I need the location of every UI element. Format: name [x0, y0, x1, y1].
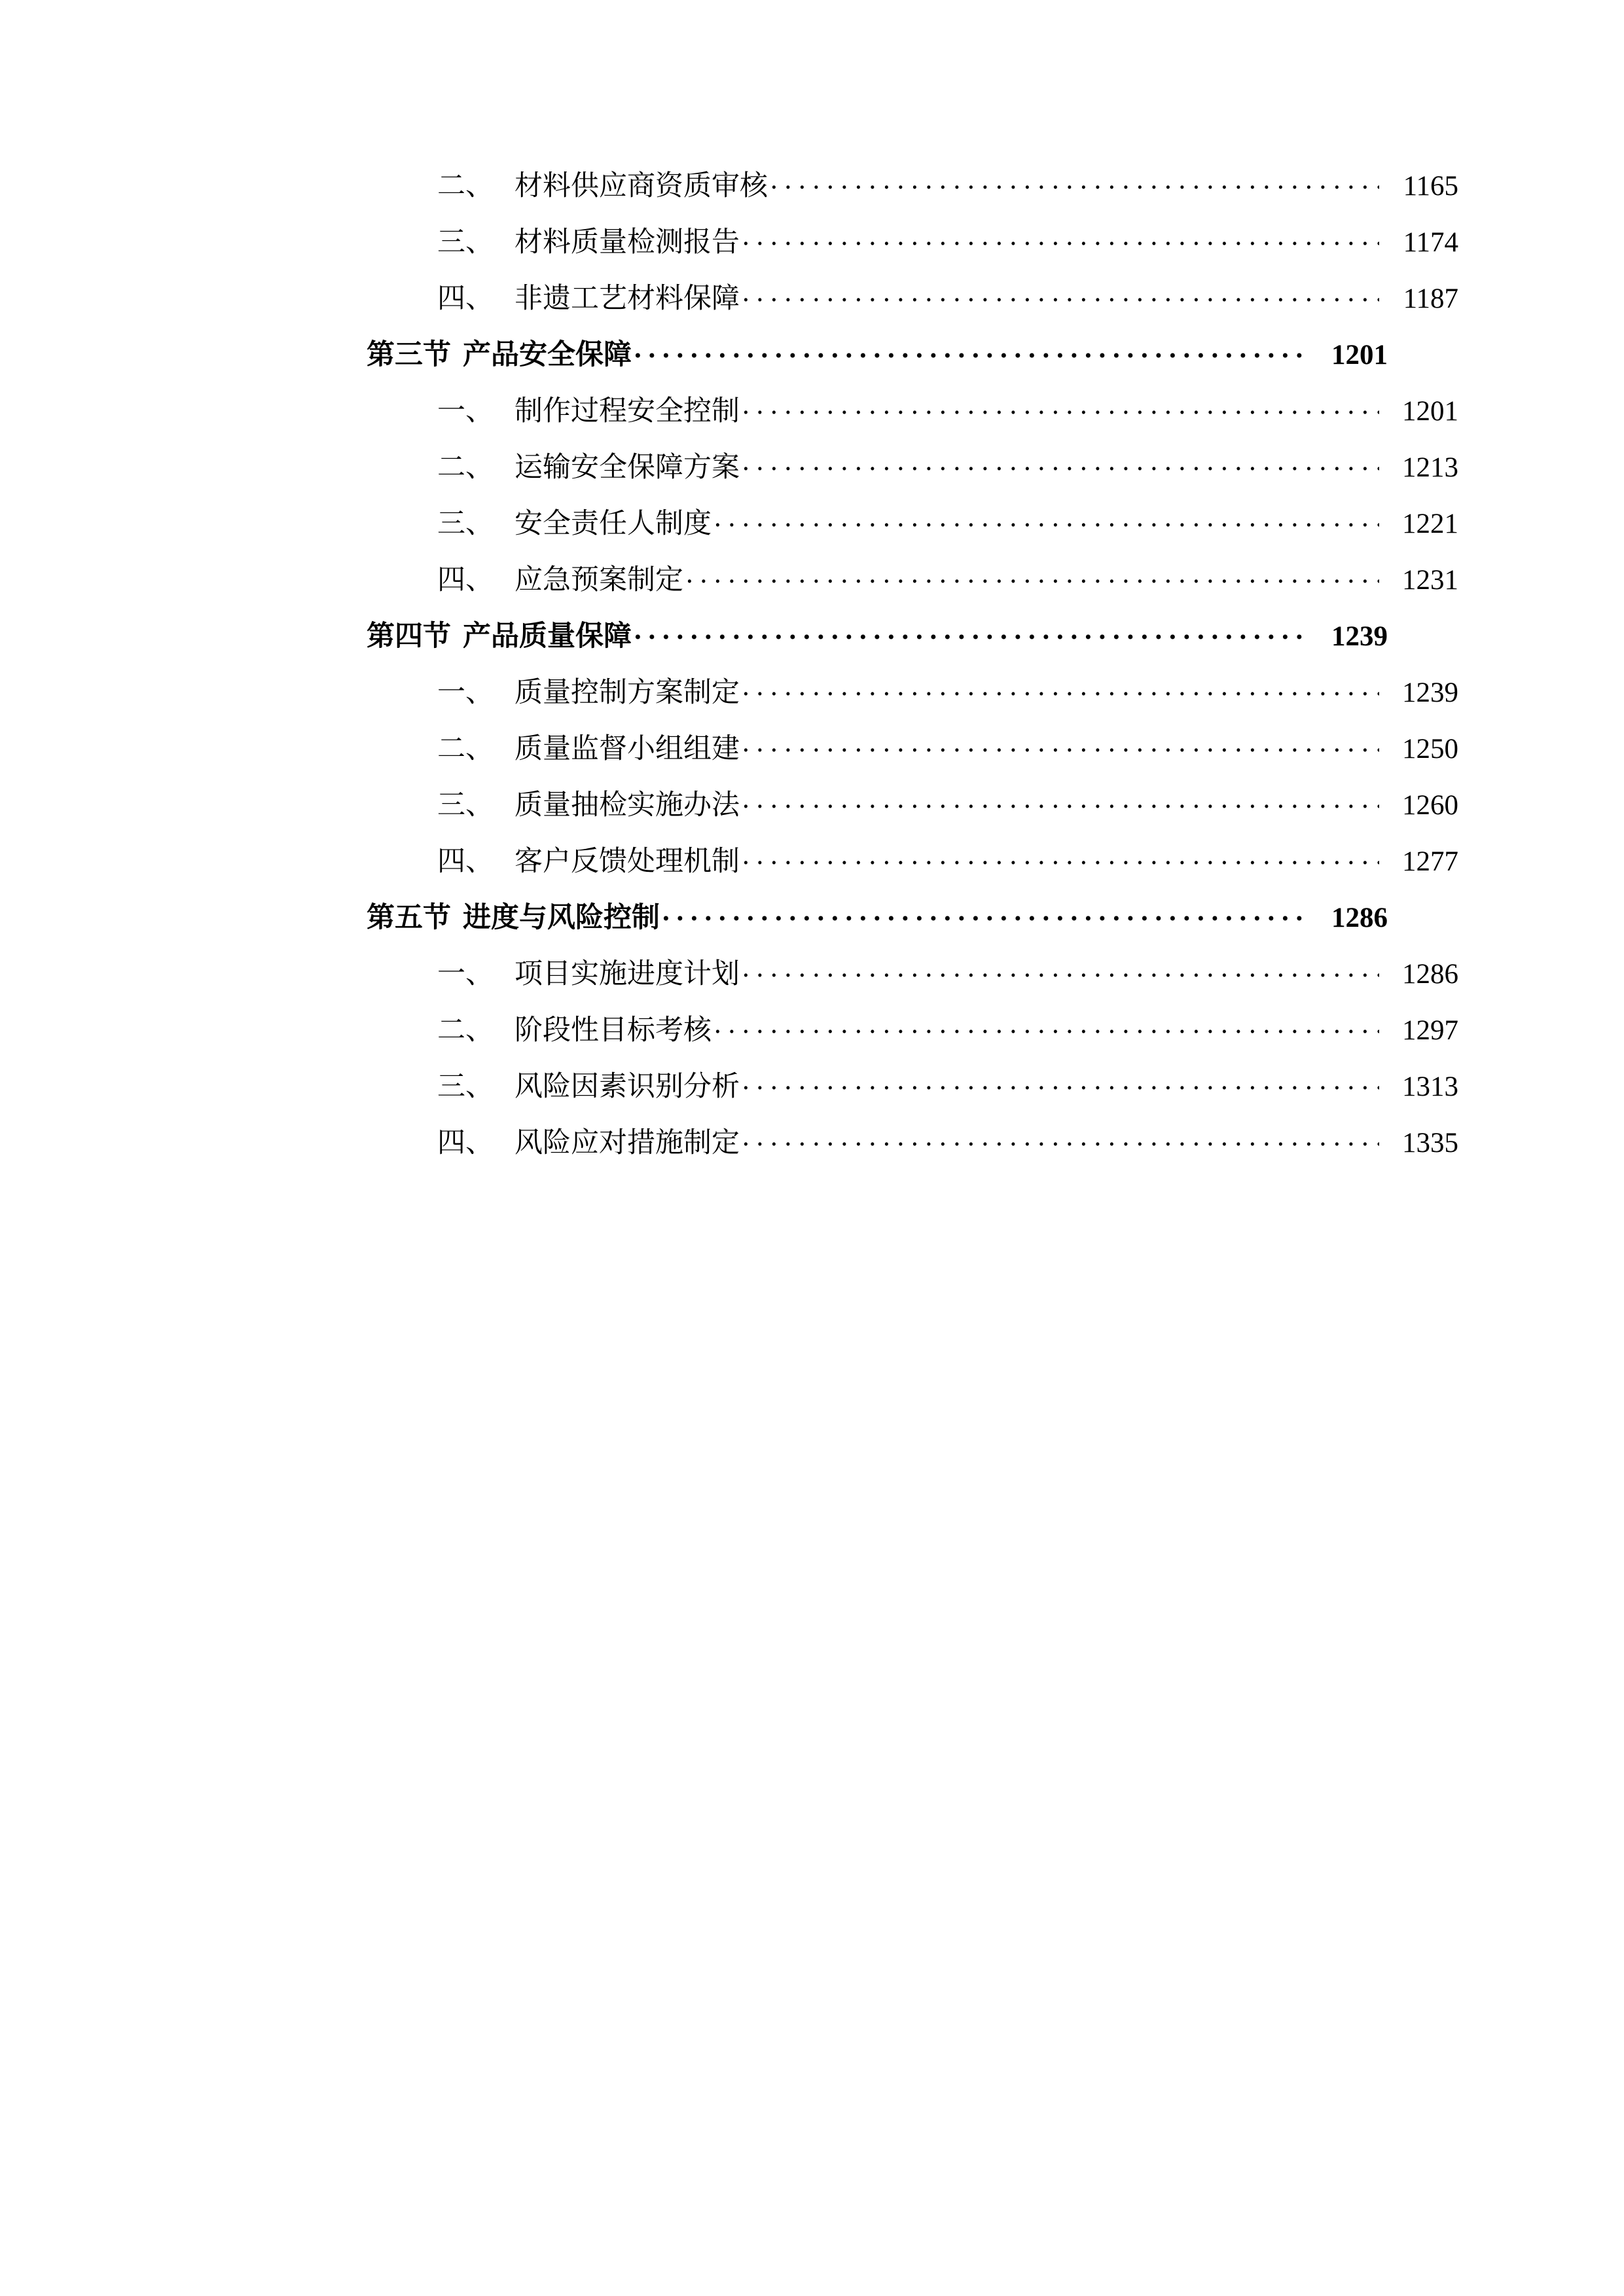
toc-leader-dots [662, 899, 1308, 927]
toc-entry-label: 制作过程安全控制 [514, 396, 740, 427]
toc-entry-number: 第五节 [367, 903, 451, 933]
toc-entry-page-number: 1313 [1402, 1071, 1458, 1102]
toc-entry-number: 三、 [437, 509, 494, 539]
toc-entry-number: 四、 [437, 846, 494, 877]
toc-entry[interactable] [367, 786, 1458, 819]
toc-leader-dots [742, 1124, 1379, 1152]
toc-entry-label: 产品安全保障 [463, 340, 632, 370]
toc-entry-page-number: 1335 [1402, 1128, 1458, 1158]
toc-entry-number: 第三节 [367, 340, 451, 370]
toc-entry-label: 进度与风险控制 [463, 903, 660, 933]
toc-entry[interactable] [367, 1067, 1458, 1101]
toc-entry-label: 产品质量保障 [463, 621, 632, 652]
toc-leader-dots [742, 730, 1379, 758]
toc-entry[interactable] [367, 617, 1388, 651]
toc-entry[interactable] [367, 1011, 1458, 1045]
toc-entry[interactable] [367, 955, 1458, 988]
toc-leader-dots [714, 505, 1379, 533]
toc-entry-number: 二、 [437, 452, 494, 483]
toc-leader-dots [742, 448, 1379, 476]
toc-leader-dots [686, 561, 1379, 589]
toc-entry-page-number: 1231 [1402, 565, 1458, 596]
toc-entry-label: 质量控制方案制定 [514, 677, 740, 708]
toc-entry[interactable] [367, 167, 1458, 200]
toc-entry-page-number: 1221 [1402, 509, 1458, 539]
toc-entry-page-number: 1174 [1403, 227, 1458, 258]
toc-entry[interactable] [367, 1124, 1458, 1157]
toc-entry-number: 四、 [437, 1128, 494, 1158]
toc-leader-dots [742, 1067, 1379, 1096]
toc-entry-number: 二、 [437, 1015, 494, 1046]
toc-entry[interactable] [367, 899, 1388, 932]
toc-leader-dots [742, 279, 1379, 308]
toc-entry-page-number: 1213 [1402, 452, 1458, 483]
toc-entry-number: 四、 [437, 565, 494, 596]
toc-entry-page-number: 1165 [1403, 171, 1458, 202]
toc-leader-dots [742, 842, 1379, 870]
toc-entry-number: 一、 [437, 959, 494, 990]
toc-entry-label: 客户反馈处理机制 [514, 846, 740, 877]
toc-entry[interactable] [367, 448, 1458, 482]
toc-entry[interactable] [367, 392, 1458, 425]
toc-leader-dots [770, 167, 1379, 195]
toc-entry-number: 二、 [437, 734, 494, 764]
toc-entry[interactable] [367, 673, 1458, 707]
toc-entry[interactable] [367, 561, 1458, 594]
toc-entry[interactable] [367, 730, 1458, 763]
toc-leader-dots [714, 1011, 1379, 1039]
toc-entry-number: 三、 [437, 227, 494, 258]
toc-entry-label: 应急预案制定 [514, 565, 683, 596]
toc-entry-page-number: 1239 [1331, 621, 1388, 652]
toc-entry-label: 风险因素识别分析 [514, 1071, 740, 1102]
toc-entry-number: 四、 [437, 283, 494, 314]
toc-entry-number: 三、 [437, 790, 494, 821]
toc-entry-number: 三、 [437, 1071, 494, 1102]
toc-entry[interactable] [367, 279, 1458, 313]
toc-leader-dots [742, 673, 1379, 702]
toc-leader-dots [742, 223, 1379, 251]
toc-entry-label: 项目实施进度计划 [514, 959, 740, 990]
toc-entry-number: 一、 [437, 677, 494, 708]
toc-entry-label: 质量抽检实施办法 [514, 790, 740, 821]
toc-entry[interactable] [367, 505, 1458, 538]
toc-entry-label: 运输安全保障方案 [514, 452, 740, 483]
toc-entry[interactable] [367, 336, 1388, 369]
toc-entry-page-number: 1250 [1402, 734, 1458, 764]
toc-entry-number: 第四节 [367, 621, 451, 652]
toc-entry-number: 二、 [437, 171, 494, 202]
table-of-contents [367, 167, 1458, 1180]
toc-entry-label: 材料供应商资质审核 [514, 171, 768, 202]
toc-entry-number: 一、 [437, 396, 494, 427]
toc-leader-dots [634, 336, 1308, 364]
toc-entry-label: 风险应对措施制定 [514, 1128, 740, 1158]
toc-entry-label: 非遗工艺材料保障 [514, 283, 740, 314]
toc-entry-page-number: 1286 [1331, 903, 1388, 933]
toc-entry-label: 阶段性目标考核 [514, 1015, 712, 1046]
toc-entry-page-number: 1277 [1402, 846, 1458, 877]
toc-leader-dots [742, 955, 1379, 983]
toc-entry[interactable] [367, 223, 1458, 257]
toc-entry-page-number: 1201 [1402, 396, 1458, 427]
toc-entry[interactable] [367, 842, 1458, 876]
toc-leader-dots [742, 392, 1379, 420]
toc-leader-dots [742, 786, 1379, 814]
toc-entry-page-number: 1239 [1402, 677, 1458, 708]
toc-entry-page-number: 1260 [1402, 790, 1458, 821]
toc-entry-page-number: 1297 [1402, 1015, 1458, 1046]
toc-leader-dots [634, 617, 1308, 645]
toc-entry-label: 质量监督小组组建 [514, 734, 740, 764]
toc-entry-page-number: 1187 [1403, 283, 1458, 314]
toc-entry-label: 材料质量检测报告 [514, 227, 740, 258]
toc-entry-label: 安全责任人制度 [514, 509, 712, 539]
toc-entry-page-number: 1201 [1331, 340, 1388, 370]
toc-entry-page-number: 1286 [1402, 959, 1458, 990]
